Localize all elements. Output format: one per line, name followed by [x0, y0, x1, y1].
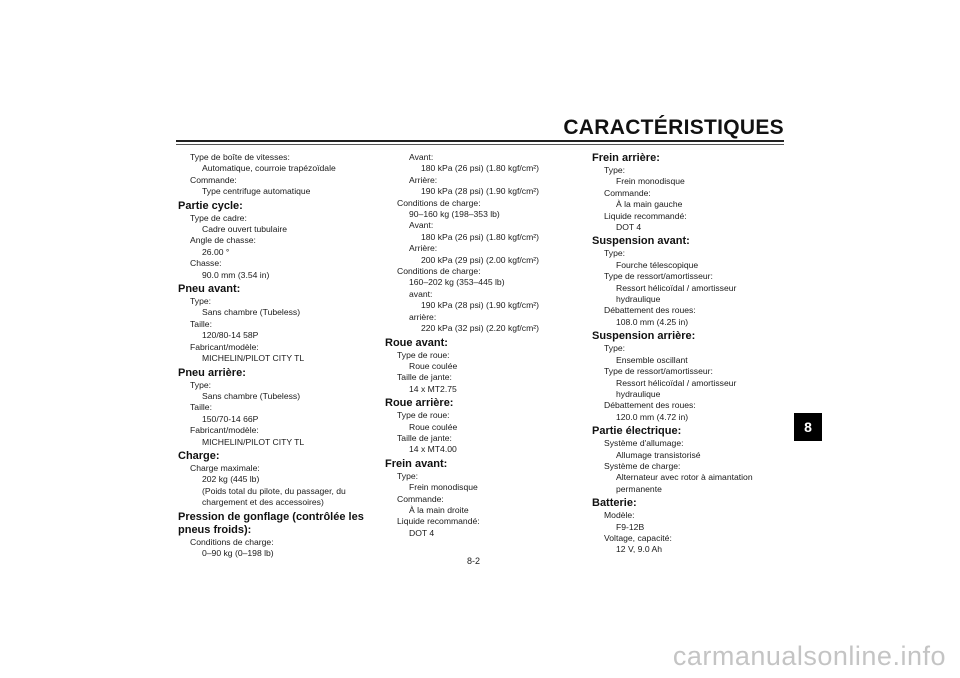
spec-label: Commande:	[397, 493, 444, 504]
spec-label: Angle de chasse:	[190, 235, 256, 246]
spec-label: Fabricant/modèle:	[190, 341, 259, 352]
spec-value: 180 kPa (26 psi) (1.80 kgf/cm²)	[421, 163, 539, 174]
section-heading: Pression de gonflage (contrôlée les	[178, 510, 364, 523]
spec-label: Type de boîte de vitesses:	[190, 152, 290, 162]
spec-label: Type:	[604, 248, 626, 259]
spec-value: F9-12B	[616, 521, 645, 532]
spec-label: Modèle:	[604, 510, 635, 521]
spec-label: Type de roue:	[397, 410, 450, 421]
page-number: 8-2	[467, 556, 481, 566]
spec-label: Arrière:	[409, 243, 438, 254]
spec-value: 90.0 mm (3.54 in)	[202, 269, 270, 280]
section-heading: Frein avant:	[385, 457, 448, 470]
spec-value: Sans chambre (Tubeless)	[202, 307, 301, 318]
spec-label: Conditions de charge:	[397, 266, 481, 277]
spec-label: arrière:	[409, 311, 437, 322]
spec-value: DOT 4	[409, 527, 435, 538]
spec-label: Type:	[190, 296, 212, 307]
spec-label: Type de roue:	[397, 349, 450, 360]
section-heading: Frein arrière:	[592, 152, 660, 164]
spec-value: 120/80-14 58P	[202, 330, 259, 341]
spec-label: Commande:	[190, 174, 237, 185]
spec-value: Type centrifuge automatique	[202, 186, 311, 197]
section-heading: Suspension arrière:	[592, 330, 696, 343]
spec-value: 202 kg (445 lb)	[202, 474, 260, 485]
spec-note: (Poids total du pilote, du passager, du	[202, 485, 346, 496]
spec-value: MICHELIN/PILOT CITY TL	[202, 436, 305, 447]
spec-label: Fabricant/modèle:	[190, 425, 259, 436]
header-rule-thick	[176, 140, 784, 142]
spec-label: Type:	[397, 470, 419, 481]
spec-value: Cadre ouvert tubulaire	[202, 224, 288, 235]
spec-value: Sans chambre (Tubeless)	[202, 390, 301, 401]
spec-label: Avant:	[409, 220, 434, 231]
spec-value: Ressort hélicoïdal / amortisseur	[616, 377, 737, 388]
spec-label: Type:	[604, 165, 626, 175]
spec-label: Liquide recommandé:	[604, 210, 687, 221]
spec-value: Ensemble oscillant	[616, 354, 688, 365]
spec-column-3	[592, 152, 792, 556]
spec-value: 90–160 kg (198–353 lb)	[409, 209, 500, 220]
header-rule-thin	[176, 144, 784, 145]
spec-value: 108.0 mm (4.25 in)	[616, 316, 689, 327]
spec-label: Taille:	[190, 318, 212, 329]
spec-label: Taille de jante:	[397, 372, 452, 383]
spec-value: permanente	[616, 483, 662, 494]
spec-value: 0–90 kg (0–198 lb)	[202, 547, 274, 558]
spec-value: 26.00 °	[202, 246, 230, 257]
spec-label: Débattement des roues:	[604, 305, 696, 316]
spec-value: À la main gauche	[616, 199, 683, 210]
section-heading: Pneu avant:	[178, 283, 241, 296]
spec-label: Taille:	[190, 402, 212, 413]
spec-value: 190 kPa (28 psi) (1.90 kgf/cm²)	[421, 186, 539, 197]
spec-label: Système d'allumage:	[604, 438, 684, 449]
spec-value: Frein monodisque	[409, 482, 478, 493]
spec-note: chargement et des accessoires)	[202, 497, 324, 508]
section-heading: Pneu arrière:	[178, 366, 246, 379]
spec-label: Liquide recommandé:	[397, 516, 480, 527]
spec-value: 200 kPa (29 psi) (2.00 kgf/cm²)	[421, 254, 539, 265]
spec-value: Roue coulée	[409, 360, 458, 371]
spec-label: Voltage, capacité:	[604, 532, 672, 543]
spec-value: hydraulique	[616, 388, 661, 399]
spec-value: 220 kPa (32 psi) (2.20 kgf/cm²)	[421, 323, 539, 334]
spec-label: Chasse:	[190, 258, 222, 269]
spec-value: 12 V, 9.0 Ah	[616, 544, 663, 555]
spec-value: Alternateur avec rotor à aimantation	[616, 472, 753, 483]
spec-column-2	[385, 152, 585, 539]
spec-column-1	[178, 152, 378, 559]
page-title: CARACTÉRISTIQUES	[563, 116, 784, 139]
spec-value: Automatique, courroie trapézoïdale	[202, 163, 336, 174]
spec-label: Commande:	[604, 187, 651, 198]
spec-value: 150/70-14 66P	[202, 413, 259, 424]
spec-value: Fourche télescopique	[616, 259, 699, 270]
spec-label: Type de ressort/amortisseur:	[604, 271, 713, 282]
spec-label: Débattement des roues:	[604, 400, 696, 411]
spec-value: À la main droite	[409, 504, 469, 515]
spec-value: 14 x MT4.00	[409, 444, 457, 455]
spec-value: hydraulique	[616, 294, 661, 305]
spec-label: Type de cadre:	[190, 212, 247, 223]
spec-label: Système de charge:	[604, 460, 681, 471]
spec-value: 120.0 mm (4.72 in)	[616, 411, 689, 422]
spec-value: Roue coulée	[409, 421, 458, 432]
spec-label: Type de ressort/amortisseur:	[604, 366, 713, 377]
spec-value: Ressort hélicoïdal / amortisseur	[616, 282, 737, 293]
section-heading: Partie électrique:	[592, 425, 682, 438]
spec-label: Avant:	[409, 152, 434, 162]
spec-value: 180 kPa (26 psi) (1.80 kgf/cm²)	[421, 231, 539, 242]
spec-label: Conditions de charge:	[397, 197, 481, 208]
spec-label: Type:	[190, 379, 212, 390]
spec-label: Arrière:	[409, 174, 438, 185]
spec-value: 14 x MT2.75	[409, 383, 457, 394]
section-heading: Roue avant:	[385, 336, 448, 349]
spec-value: 160–202 kg (353–445 lb)	[409, 277, 505, 288]
spec-label: Type:	[604, 343, 626, 354]
spec-value: 190 kPa (28 psi) (1.90 kgf/cm²)	[421, 300, 539, 311]
spec-value: Allumage transistorisé	[616, 449, 701, 460]
section-heading: Suspension avant:	[592, 235, 690, 248]
section-heading: Partie cycle:	[178, 199, 243, 212]
section-heading: Charge:	[178, 449, 220, 462]
section-heading: pneus froids):	[178, 523, 252, 536]
spec-label: Conditions de charge:	[190, 536, 274, 547]
chapter-tab: 8	[794, 413, 822, 441]
spec-label: avant:	[409, 288, 433, 299]
spec-label: Taille de jante:	[397, 432, 452, 443]
spec-value: MICHELIN/PILOT CITY TL	[202, 353, 305, 364]
section-heading: Batterie:	[592, 497, 637, 510]
watermark: carmanualsonline.info	[672, 641, 946, 671]
spec-label: Charge maximale:	[190, 462, 260, 473]
spec-value: Frein monodisque	[616, 176, 685, 187]
section-heading: Roue arrière:	[385, 397, 454, 410]
spec-value: DOT 4	[616, 222, 642, 233]
